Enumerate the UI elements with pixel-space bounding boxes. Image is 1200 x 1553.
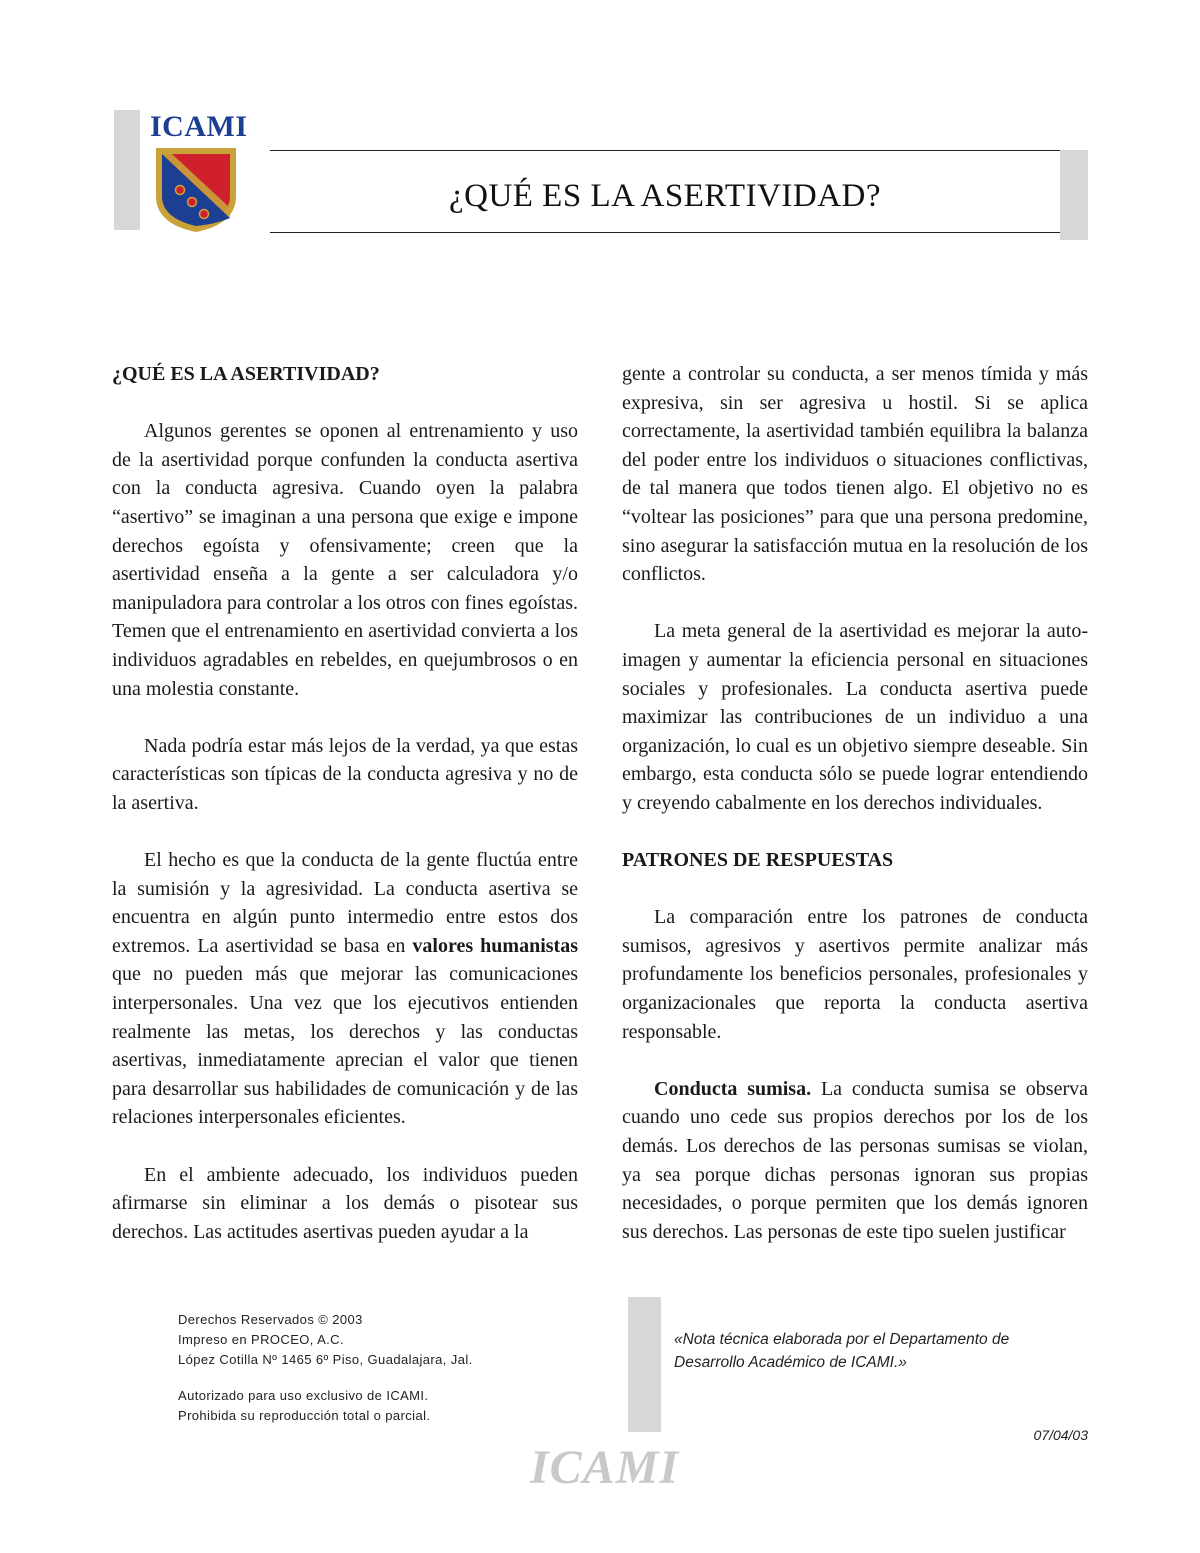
left-column — [112, 360, 578, 1275]
header-rule-bottom — [270, 232, 1060, 233]
paragraph: El hecho es que la conducta de la gente fluctúa entre la sumisión y la agresividad. La conducta asertiva se encuentra en algún punto intermedio entre estos dos extremos. La asertividad se basa en valores humanistas que no pueden más que mejorar las comunicaciones interpersonales. Una vez que los ejecutivos entienden realmente las metas, los derechos y las conductas asertivas, inmediatamente aprecian el valor que tienen para desarrollar sus habilidades de comunicación y de las relaciones interpersonales eficientes. — [112, 849, 578, 1129]
logo-text: ICAMI — [150, 110, 248, 143]
footer-gray-bar — [628, 1297, 661, 1432]
paragraph-continued: gente a controlar su conducta, a ser menos tímida y más expresiva, sin ser agresiva u hostil. Si se aplica correctamente, la asertividad también equilibra la balanza del poder entre los individuos o situaciones conflictivas, de tal manera que todos tienen algo. El objetivo no es “voltear las posiciones” para que una persona predomine, sino asegurar la satisfacción mutua en la resolución de los conflictos. — [622, 363, 1088, 586]
prohibited-line: Prohibida su reproducción total o parcial. — [178, 1408, 431, 1423]
page-title: ¿QUÉ ES LA ASERTIVIDAD? — [448, 178, 882, 214]
paragraph: Nada podría estar más lejos de la verdad, ya que estas características son típicas de la conducta agresiva y no de la asertiva. — [112, 734, 578, 814]
shield-icon — [154, 146, 238, 234]
header-rule-top — [270, 150, 1060, 151]
right-column — [622, 360, 1088, 1275]
document-date: 07/04/03 — [1033, 1427, 1088, 1443]
printed-line: Impreso en PROCEO, A.C. — [178, 1332, 344, 1347]
header-left-gray-bar — [114, 110, 140, 230]
bold-term: Conducta sumisa. — [654, 1077, 812, 1100]
paragraph: La comparación entre los patrones de conducta sumisos, agresivos y asertivos permite analizar más profundamente los beneficios personales, profesionales y organizacionales que reporta la conducta asertiva responsable. — [622, 906, 1088, 1043]
bold-term: valores humanistas — [412, 934, 578, 957]
paragraph: Conducta sumisa. La conducta sumisa se observa cuando uno cede sus propios derechos por los de los demás. Los derechos de las personas sumisas se violan, ya sea porque dichas personas ignoran sus propias necesidades, o porque permiten que los demás ignoren sus derechos. Las personas de este tipo suelen justificar — [622, 1077, 1088, 1243]
paragraph: Algunos gerentes se oponen al entrenamiento y uso de la asertividad porque confunden la conducta asertiva con la conducta agresiva. Cuando oyen la palabra “asertivo” se imaginan a una persona que exige e impone derechos egoísta y ofensivamente; creen que la asertividad enseña a la gente a ser calculadora y/o manipuladora para controlar a los otros con fines egoístas. Temen que el entrenamiento en asertividad convierta a los individuos agradables en rebeldes, en quejumbrosos o en una molestia constante. — [112, 420, 578, 700]
authorized-line: Autorizado para uso exclusivo de ICAMI. — [178, 1388, 429, 1403]
icami-watermark: ICAMI — [530, 1441, 680, 1494]
address-line: López Cotilla Nº 1465 6º Piso, Guadalajara, Jal. — [178, 1352, 473, 1367]
paragraph: La meta general de la asertividad es mejorar la auto-imagen y aumentar la eficiencia personal en situaciones sociales y profesionales. La conducta asertiva puede maximizar las contribuciones de un individuo a una organización, lo cual es un objetivo siempre deseable. Sin embargo, esta conducta sólo se puede lograr entendiendo y creyendo cabalmente en los derechos individuales. — [622, 620, 1088, 814]
footer-note: «Nota técnica elaborada por el Departamento de Desarrollo Académico de ICAMI.» — [674, 1331, 1010, 1371]
paragraph: En el ambiente adecuado, los individuos pueden afirmarse sin eliminar a los demás o pisotear sus derechos. Las actitudes asertivas pueden ayudar a la — [112, 1163, 578, 1243]
footer-rights-block — [178, 1310, 578, 1426]
section-heading-patrones: PATRONES DE RESPUESTAS — [622, 849, 894, 872]
rights-line: Derechos Reservados © 2003 — [178, 1312, 363, 1327]
section-heading-asertividad: ¿QUÉ ES LA ASERTIVIDAD? — [112, 363, 380, 385]
icami-logo — [150, 110, 248, 235]
header-right-gray-bar — [1060, 150, 1088, 240]
